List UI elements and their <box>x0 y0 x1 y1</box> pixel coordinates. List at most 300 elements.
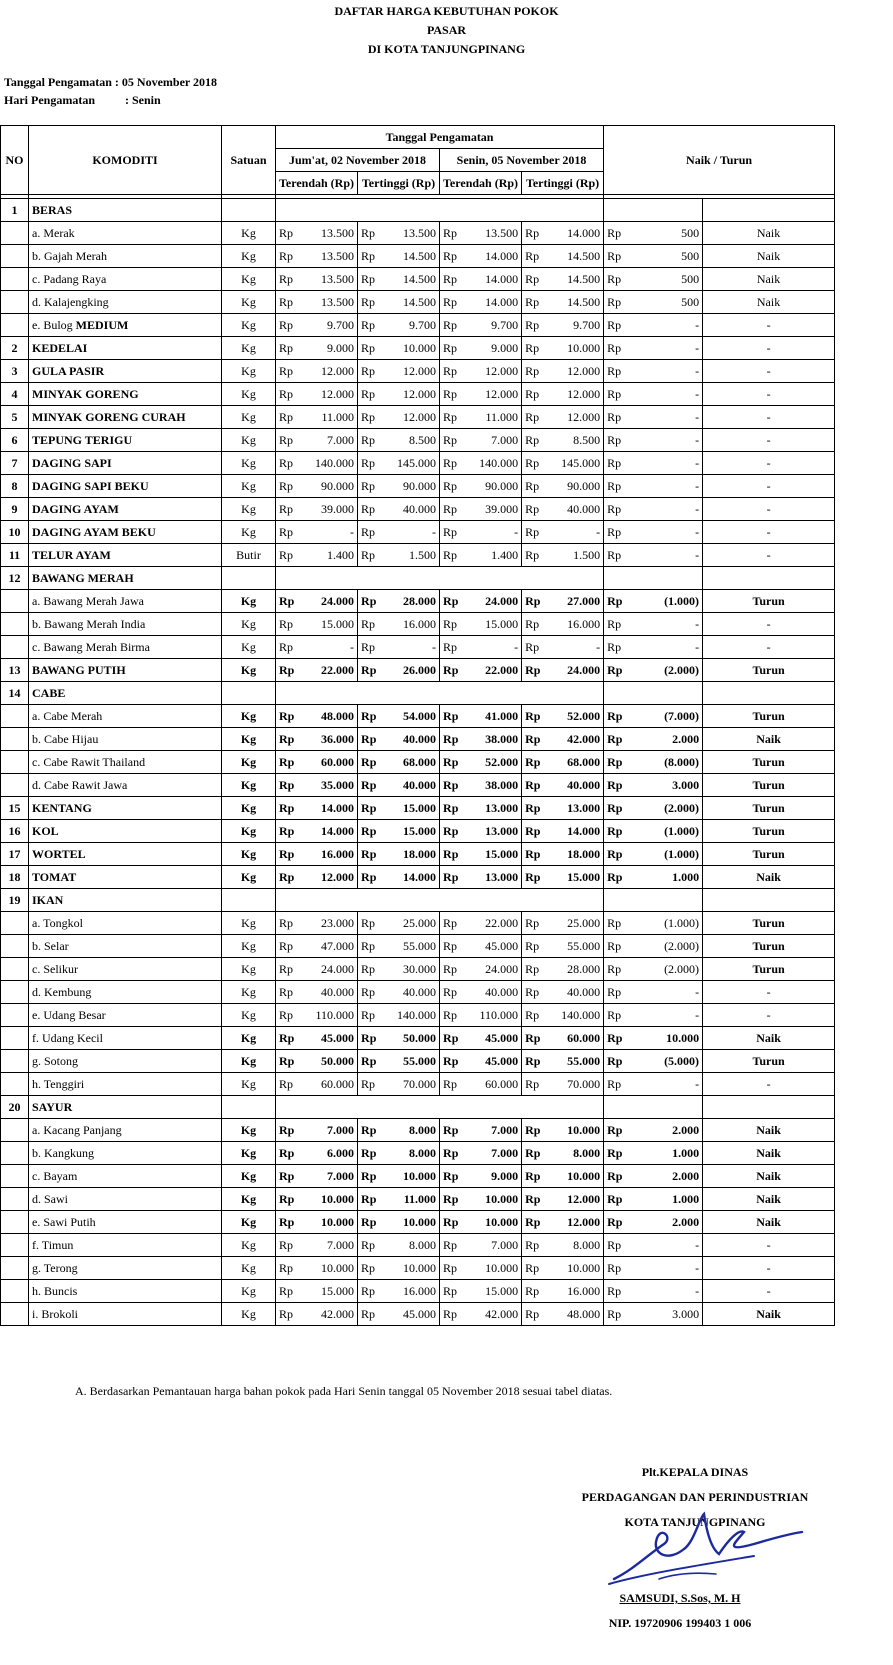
currency-label: Rp <box>358 475 383 498</box>
header-date-2: Senin, 05 November 2018 <box>440 149 604 172</box>
commodity-name <box>29 774 222 797</box>
commodity-name <box>29 705 222 728</box>
price-value: 8.000 <box>547 1234 604 1257</box>
empty-cell <box>222 682 276 705</box>
currency-label: Rp <box>276 935 301 958</box>
status-cell: Turun <box>703 659 835 682</box>
currency-label: Rp <box>440 222 465 245</box>
price-value: 41.000 <box>465 705 522 728</box>
empty-cell <box>604 199 703 222</box>
currency-label: Rp <box>440 590 465 613</box>
price-value: 10.000 <box>547 337 604 360</box>
price-change: (7.000) <box>629 705 703 728</box>
price-value: 16.000 <box>547 1280 604 1303</box>
table-row <box>1 1303 835 1326</box>
status-cell: - <box>703 1280 835 1303</box>
row-number <box>1 1050 29 1073</box>
price-value: 7.000 <box>465 429 522 452</box>
section-name: BAWANG MERAH <box>29 567 222 590</box>
currency-label: Rp <box>358 820 383 843</box>
status-cell: Turun <box>703 1050 835 1073</box>
currency-label: Rp <box>358 1004 383 1027</box>
commodity-name-text: e. Sawi Putih <box>32 1215 96 1229</box>
unit-cell: Kg <box>222 383 276 406</box>
row-number: 3 <box>1 360 29 383</box>
status-cell: Turun <box>703 797 835 820</box>
price-value: 48.000 <box>301 705 358 728</box>
price-value: 15.000 <box>465 613 522 636</box>
commodity-name <box>29 728 222 751</box>
price-value: 6.000 <box>301 1142 358 1165</box>
table-row <box>1 1050 835 1073</box>
currency-label: Rp <box>440 406 465 429</box>
status-cell: Turun <box>703 705 835 728</box>
price-change: - <box>629 452 703 475</box>
currency-label: Rp <box>440 797 465 820</box>
commodity-name-text: d. Sawi <box>32 1192 68 1206</box>
currency-label: Rp <box>440 1027 465 1050</box>
table-row <box>1 429 835 452</box>
unit-cell: Kg <box>222 1073 276 1096</box>
currency-label: Rp <box>276 843 301 866</box>
unit-cell: Kg <box>222 1119 276 1142</box>
unit-cell: Kg <box>222 291 276 314</box>
price-value: 12.000 <box>301 360 358 383</box>
row-number: 17 <box>1 843 29 866</box>
status-cell: Naik <box>703 728 835 751</box>
commodity-name-text: e. Udang Besar <box>32 1008 106 1022</box>
status-cell: - <box>703 613 835 636</box>
price-value: 12.000 <box>547 383 604 406</box>
currency-label: Rp <box>522 705 547 728</box>
header-tertinggi-2: Tertinggi (Rp) <box>522 172 604 195</box>
price-value: 40.000 <box>383 981 440 1004</box>
table-row <box>1 1073 835 1096</box>
status-cell: - <box>703 383 835 406</box>
currency-label: Rp <box>522 728 547 751</box>
currency-label: Rp <box>276 797 301 820</box>
unit-cell: Kg <box>222 1050 276 1073</box>
status-cell: - <box>703 452 835 475</box>
currency-label: Rp <box>440 935 465 958</box>
currency-label: Rp <box>604 774 629 797</box>
price-value: 22.000 <box>301 659 358 682</box>
price-value: 50.000 <box>301 1050 358 1073</box>
commodity-name <box>29 222 222 245</box>
section-row <box>1 682 835 705</box>
price-value: 10.000 <box>301 1257 358 1280</box>
price-change: - <box>629 1280 703 1303</box>
currency-label: Rp <box>276 222 301 245</box>
unit-cell: Kg <box>222 1280 276 1303</box>
section-row <box>1 889 835 912</box>
price-change: 500 <box>629 222 703 245</box>
section-row <box>1 199 835 222</box>
currency-label: Rp <box>276 751 301 774</box>
price-value: 12.000 <box>383 360 440 383</box>
commodity-name-text: b. Bawang Merah India <box>32 617 146 631</box>
commodity-name-text: a. Tongkol <box>32 916 83 930</box>
header-tertinggi-1: Tertinggi (Rp) <box>358 172 440 195</box>
currency-label: Rp <box>276 452 301 475</box>
currency-label: Rp <box>604 544 629 567</box>
price-value: 24.000 <box>465 590 522 613</box>
currency-label: Rp <box>440 843 465 866</box>
table-row <box>1 912 835 935</box>
status-cell: Naik <box>703 222 835 245</box>
price-change: - <box>629 498 703 521</box>
price-value: 14.500 <box>383 245 440 268</box>
price-change: (2.000) <box>629 958 703 981</box>
commodity-name-text: d. Kalajengking <box>32 295 109 309</box>
commodity-name-text: DAGING AYAM <box>32 502 119 516</box>
price-value: 15.000 <box>465 1280 522 1303</box>
row-number: 13 <box>1 659 29 682</box>
price-value: 110.000 <box>301 1004 358 1027</box>
price-value: 39.000 <box>301 498 358 521</box>
empty-cell <box>222 1096 276 1119</box>
currency-label: Rp <box>440 1073 465 1096</box>
currency-label: Rp <box>522 498 547 521</box>
price-value: 45.000 <box>383 1303 440 1326</box>
table-row <box>1 866 835 889</box>
price-value: 60.000 <box>547 1027 604 1050</box>
price-change: - <box>629 544 703 567</box>
currency-label: Rp <box>604 337 629 360</box>
currency-label: Rp <box>522 613 547 636</box>
empty-cell <box>604 889 703 912</box>
currency-label: Rp <box>604 314 629 337</box>
currency-label: Rp <box>440 1234 465 1257</box>
status-cell: - <box>703 1234 835 1257</box>
currency-label: Rp <box>522 475 547 498</box>
commodity-name-text: c. Selikur <box>32 962 78 976</box>
commodity-name <box>29 314 222 337</box>
price-change: 1.000 <box>629 1188 703 1211</box>
commodity-name-text: b. Kangkung <box>32 1146 94 1160</box>
price-value: 7.000 <box>301 1119 358 1142</box>
commodity-name-text: DAGING SAPI BEKU <box>32 479 149 493</box>
row-number: 2 <box>1 337 29 360</box>
currency-label: Rp <box>522 912 547 935</box>
price-value: 45.000 <box>465 1050 522 1073</box>
unit-cell: Kg <box>222 843 276 866</box>
currency-label: Rp <box>358 1050 383 1073</box>
commodity-name-text: b. Gajah Merah <box>32 249 107 263</box>
commodity-name-text: BAWANG PUTIH <box>32 663 126 677</box>
commodity-name <box>29 360 222 383</box>
currency-label: Rp <box>522 981 547 1004</box>
currency-label: Rp <box>276 1211 301 1234</box>
currency-label: Rp <box>358 452 383 475</box>
price-value: 24.000 <box>465 958 522 981</box>
currency-label: Rp <box>604 406 629 429</box>
currency-label: Rp <box>440 1004 465 1027</box>
currency-label: Rp <box>358 705 383 728</box>
currency-label: Rp <box>276 406 301 429</box>
commodity-name <box>29 1073 222 1096</box>
currency-label: Rp <box>522 751 547 774</box>
row-number <box>1 1004 29 1027</box>
status-cell: Naik <box>703 1119 835 1142</box>
commodity-name <box>29 544 222 567</box>
currency-label: Rp <box>604 1280 629 1303</box>
empty-cell <box>276 1096 604 1119</box>
price-value: 60.000 <box>465 1073 522 1096</box>
price-value: 1.400 <box>301 544 358 567</box>
currency-label: Rp <box>440 820 465 843</box>
price-value: 12.000 <box>547 406 604 429</box>
status-cell: Naik <box>703 1165 835 1188</box>
table-row <box>1 1027 835 1050</box>
price-value: 10.000 <box>465 1188 522 1211</box>
currency-label: Rp <box>440 383 465 406</box>
currency-label: Rp <box>522 1303 547 1326</box>
currency-label: Rp <box>604 1257 629 1280</box>
currency-label: Rp <box>440 291 465 314</box>
commodity-name <box>29 636 222 659</box>
commodity-name-text: a. Bawang Merah Jawa <box>32 594 144 608</box>
price-value: 40.000 <box>547 498 604 521</box>
price-value: 25.000 <box>547 912 604 935</box>
commodity-name <box>29 475 222 498</box>
currency-label: Rp <box>604 383 629 406</box>
price-value: 9.700 <box>301 314 358 337</box>
table-row <box>1 498 835 521</box>
commodity-name-text: f. Timun <box>32 1238 74 1252</box>
empty-cell <box>703 199 835 222</box>
price-value: 45.000 <box>301 1027 358 1050</box>
currency-label: Rp <box>358 1165 383 1188</box>
unit-cell: Kg <box>222 406 276 429</box>
header-satuan: Satuan <box>222 126 276 195</box>
price-change: 500 <box>629 268 703 291</box>
unit-cell: Kg <box>222 774 276 797</box>
price-value: 42.000 <box>547 728 604 751</box>
table-row <box>1 544 835 567</box>
price-value: 1.400 <box>465 544 522 567</box>
commodity-name-text: DAGING SAPI <box>32 456 112 470</box>
price-value: 26.000 <box>383 659 440 682</box>
price-change: (1.000) <box>629 590 703 613</box>
empty-cell <box>703 1096 835 1119</box>
currency-label: Rp <box>276 268 301 291</box>
price-value: 24.000 <box>301 958 358 981</box>
unit-cell: Kg <box>222 314 276 337</box>
row-number <box>1 1234 29 1257</box>
currency-label: Rp <box>358 636 383 659</box>
price-value: 55.000 <box>547 935 604 958</box>
sign-title-2: PERDAGANGAN DAN PERINDUSTRIAN <box>581 1490 809 1504</box>
currency-label: Rp <box>358 613 383 636</box>
currency-label: Rp <box>276 705 301 728</box>
price-value: - <box>301 636 358 659</box>
price-value: 16.000 <box>383 1280 440 1303</box>
commodity-name <box>29 590 222 613</box>
title-line-3: DI KOTA TANJUNGPINANG <box>367 42 526 56</box>
commodity-name <box>29 1303 222 1326</box>
price-value: 16.000 <box>383 613 440 636</box>
currency-label: Rp <box>522 866 547 889</box>
price-value: 38.000 <box>465 728 522 751</box>
currency-label: Rp <box>440 245 465 268</box>
currency-label: Rp <box>358 1234 383 1257</box>
price-change: (2.000) <box>629 797 703 820</box>
currency-label: Rp <box>440 1165 465 1188</box>
price-value: 15.000 <box>301 1280 358 1303</box>
price-value: 45.000 <box>465 935 522 958</box>
commodity-name-text: KENTANG <box>32 801 92 815</box>
currency-label: Rp <box>522 843 547 866</box>
status-cell: Naik <box>703 1303 835 1326</box>
commodity-name-text: KEDELAI <box>32 341 88 355</box>
row-number <box>1 1027 29 1050</box>
price-value: 11.000 <box>383 1188 440 1211</box>
row-number <box>1 1165 29 1188</box>
currency-label: Rp <box>440 1119 465 1142</box>
price-change: 1.000 <box>629 1142 703 1165</box>
hari-label: Hari Pengamatan <box>4 93 95 107</box>
status-cell: Turun <box>703 935 835 958</box>
row-number <box>1 1073 29 1096</box>
price-value: 10.000 <box>301 1211 358 1234</box>
row-number <box>1 728 29 751</box>
price-value: 24.000 <box>547 659 604 682</box>
status-cell: Naik <box>703 1188 835 1211</box>
currency-label: Rp <box>440 498 465 521</box>
row-number <box>1 774 29 797</box>
commodity-name-bold: MEDIUM <box>75 318 129 332</box>
price-change: 2.000 <box>629 1211 703 1234</box>
price-value: 8.500 <box>383 429 440 452</box>
status-cell: - <box>703 521 835 544</box>
currency-label: Rp <box>522 820 547 843</box>
price-value: 13.000 <box>465 820 522 843</box>
tanggal-pengamatan <box>4 75 217 90</box>
currency-label: Rp <box>440 544 465 567</box>
price-value: 12.000 <box>383 383 440 406</box>
price-change: - <box>629 337 703 360</box>
price-value: - <box>465 521 522 544</box>
row-number: 19 <box>1 889 29 912</box>
price-value: 15.000 <box>547 866 604 889</box>
currency-label: Rp <box>604 820 629 843</box>
price-value: 28.000 <box>383 590 440 613</box>
currency-label: Rp <box>522 659 547 682</box>
row-number <box>1 958 29 981</box>
currency-label: Rp <box>522 1280 547 1303</box>
price-change: - <box>629 383 703 406</box>
currency-label: Rp <box>604 705 629 728</box>
row-number <box>1 314 29 337</box>
status-cell: - <box>703 498 835 521</box>
currency-label: Rp <box>440 360 465 383</box>
price-value: 12.000 <box>301 383 358 406</box>
row-number: 7 <box>1 452 29 475</box>
currency-label: Rp <box>604 866 629 889</box>
commodity-name-text: c. Bawang Merah Birma <box>32 640 150 654</box>
currency-label: Rp <box>358 406 383 429</box>
commodity-name <box>29 843 222 866</box>
commodity-name-text: TOMAT <box>32 870 77 884</box>
currency-label: Rp <box>358 774 383 797</box>
currency-label: Rp <box>276 1050 301 1073</box>
empty-cell <box>604 1096 703 1119</box>
header-naik-turun: Naik / Turun <box>604 126 835 195</box>
commodity-name-text: WORTEL <box>32 847 86 861</box>
table-row <box>1 935 835 958</box>
currency-label: Rp <box>604 1050 629 1073</box>
currency-label: Rp <box>358 222 383 245</box>
currency-label: Rp <box>358 1073 383 1096</box>
commodity-name <box>29 797 222 820</box>
currency-label: Rp <box>522 1188 547 1211</box>
row-number: 5 <box>1 406 29 429</box>
commodity-name-text: d. Cabe Rawit Jawa <box>32 778 128 792</box>
commodity-name <box>29 429 222 452</box>
status-cell: Naik <box>703 268 835 291</box>
price-value: - <box>547 636 604 659</box>
currency-label: Rp <box>358 728 383 751</box>
price-value: 54.000 <box>383 705 440 728</box>
price-change: 500 <box>629 291 703 314</box>
signer-nip: NIP. 19720906 199403 1 006 <box>608 1616 752 1630</box>
row-number <box>1 636 29 659</box>
title-line-1: DAFTAR HARGA KEBUTUHAN POKOK <box>334 4 559 18</box>
currency-label: Rp <box>522 222 547 245</box>
row-number: 4 <box>1 383 29 406</box>
price-value: 23.000 <box>301 912 358 935</box>
price-value: 14.000 <box>301 820 358 843</box>
currency-label: Rp <box>358 1280 383 1303</box>
table-row <box>1 797 835 820</box>
unit-cell: Kg <box>222 337 276 360</box>
unit-cell: Kg <box>222 1027 276 1050</box>
commodity-name-text: c. Bayam <box>32 1169 78 1183</box>
currency-label: Rp <box>522 360 547 383</box>
commodity-name <box>29 1280 222 1303</box>
unit-cell: Kg <box>222 751 276 774</box>
empty-cell <box>222 199 276 222</box>
table-row <box>1 728 835 751</box>
price-value: 14.500 <box>547 291 604 314</box>
currency-label: Rp <box>440 1211 465 1234</box>
price-value: 50.000 <box>383 1027 440 1050</box>
currency-label: Rp <box>522 1119 547 1142</box>
price-value: 40.000 <box>383 728 440 751</box>
table-row <box>1 751 835 774</box>
table-row <box>1 268 835 291</box>
commodity-name <box>29 751 222 774</box>
currency-label: Rp <box>604 797 629 820</box>
price-value: 15.000 <box>383 797 440 820</box>
unit-cell: Kg <box>222 429 276 452</box>
price-value: 140.000 <box>465 452 522 475</box>
currency-label: Rp <box>604 1303 629 1326</box>
price-value: 38.000 <box>465 774 522 797</box>
status-cell: - <box>703 337 835 360</box>
currency-label: Rp <box>440 866 465 889</box>
row-number <box>1 981 29 1004</box>
price-value: 7.000 <box>301 1234 358 1257</box>
currency-label: Rp <box>604 498 629 521</box>
currency-label: Rp <box>276 1188 301 1211</box>
price-change: - <box>629 613 703 636</box>
price-change: (5.000) <box>629 1050 703 1073</box>
unit-cell: Kg <box>222 268 276 291</box>
row-number: 11 <box>1 544 29 567</box>
section-row <box>1 567 835 590</box>
